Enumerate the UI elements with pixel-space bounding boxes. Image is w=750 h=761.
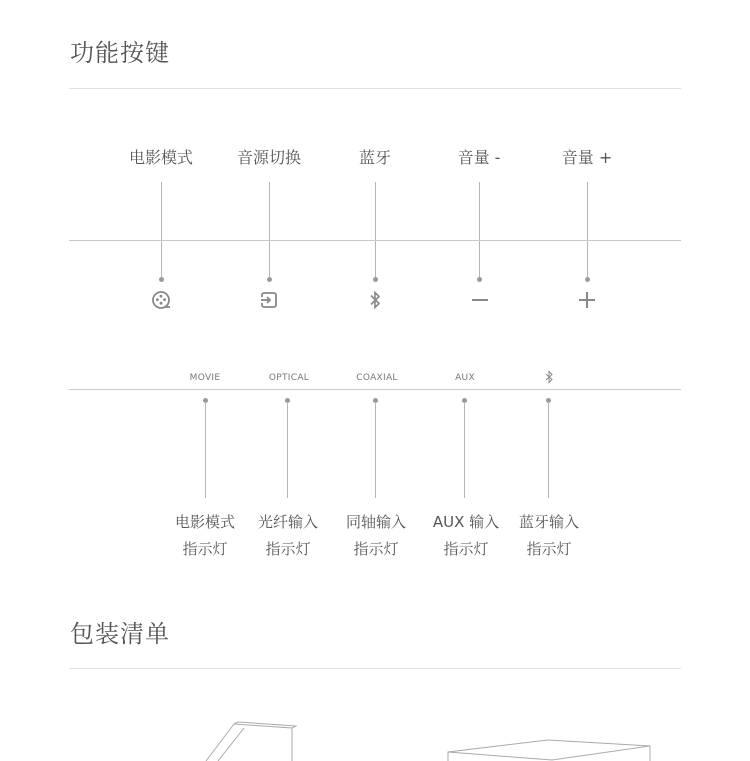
indicator-desc-line2: 指示灯 bbox=[265, 540, 311, 558]
leader-line bbox=[479, 182, 480, 278]
soundbar-outline bbox=[206, 724, 292, 761]
leader-line bbox=[205, 402, 206, 498]
minus-icon[interactable] bbox=[468, 288, 492, 312]
key-label-volume-up: 音量 + bbox=[561, 148, 613, 167]
leader-line bbox=[587, 182, 588, 278]
key-label-bluetooth: 蓝牙 bbox=[358, 148, 392, 167]
input-switch-icon[interactable] bbox=[257, 288, 281, 312]
bluetooth-icon bbox=[544, 369, 554, 383]
plus-icon[interactable] bbox=[575, 288, 599, 312]
section-title-package: 包装清单 bbox=[70, 620, 170, 648]
indicator-desc-line1: AUX 输入 bbox=[432, 513, 500, 531]
leader-line bbox=[161, 182, 162, 278]
film-reel-icon[interactable] bbox=[150, 288, 174, 312]
indicator-tag-coaxial: COAXIAL bbox=[356, 373, 398, 383]
indicator-desc-line1: 光纤输入 bbox=[257, 513, 318, 531]
indicator-tag-movie: MOVIE bbox=[189, 373, 221, 383]
subwoofer-edge bbox=[448, 752, 552, 760]
section-title-functions: 功能按键 bbox=[70, 39, 170, 67]
leader-dot bbox=[159, 277, 164, 282]
leader-dot bbox=[373, 277, 378, 282]
key-label-movie-mode: 电影模式 bbox=[128, 148, 194, 167]
leader-line bbox=[375, 182, 376, 278]
subwoofer-edge bbox=[552, 746, 650, 760]
divider bbox=[69, 88, 681, 89]
leader-line bbox=[464, 402, 465, 498]
indicator-desc-line1: 电影模式 bbox=[174, 513, 235, 531]
leader-line bbox=[269, 182, 270, 278]
divider bbox=[69, 668, 681, 669]
indicator-tag-aux: AUX bbox=[455, 373, 475, 383]
leader-line bbox=[375, 402, 376, 498]
indicator-panel-line bbox=[69, 389, 681, 390]
package-illustration bbox=[0, 716, 750, 761]
leader-line bbox=[548, 402, 549, 498]
indicator-desc-line1: 同轴输入 bbox=[345, 513, 406, 531]
indicator-desc-line2: 指示灯 bbox=[182, 540, 228, 558]
indicator-desc-bluetooth bbox=[494, 509, 604, 563]
indicator-desc-line2: 指示灯 bbox=[443, 540, 489, 558]
bluetooth-icon[interactable] bbox=[363, 288, 387, 312]
key-label-source-switch: 音源切换 bbox=[236, 148, 302, 167]
indicator-desc-line1: 蓝牙输入 bbox=[518, 513, 579, 531]
indicator-desc-line2: 指示灯 bbox=[526, 540, 572, 558]
key-label-volume-down: 音量 - bbox=[457, 148, 501, 167]
indicator-tag-optical: OPTICAL bbox=[268, 373, 310, 383]
device-top-edge-line bbox=[69, 240, 681, 241]
indicator-desc-line2: 指示灯 bbox=[353, 540, 399, 558]
leader-dot bbox=[267, 277, 272, 282]
leader-dot bbox=[477, 277, 482, 282]
leader-dot bbox=[585, 277, 590, 282]
leader-line bbox=[287, 402, 288, 498]
soundbar-edge bbox=[218, 728, 244, 761]
